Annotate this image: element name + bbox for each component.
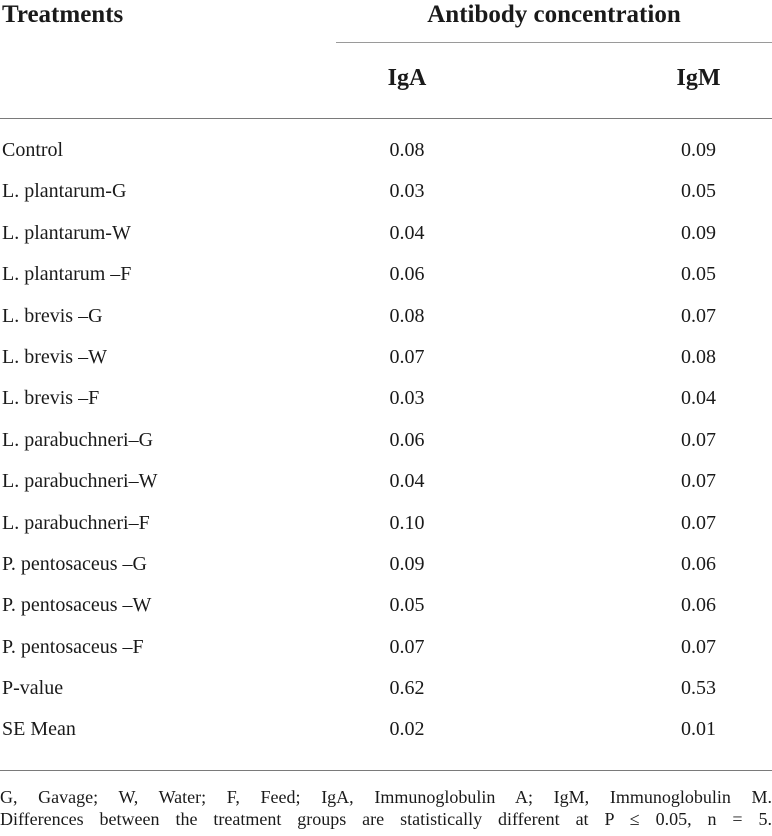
iga-value: 0.09	[389, 552, 425, 575]
igm-value: 0.01	[681, 718, 716, 741]
footnote-abbreviations: G, Gavage; W, Water; F, Feed; IgA, Immunoglobulin A; IgM, Immunoglobulin M.	[0, 787, 772, 807]
table-row	[0, 546, 772, 587]
iga-value: 0.03	[389, 180, 425, 203]
treatment-name: L. parabuchneri–F	[2, 511, 150, 534]
table-row	[0, 670, 772, 711]
iga-value: 0.07	[389, 635, 425, 658]
iga-value: 0.05	[389, 594, 425, 617]
table-body	[0, 132, 772, 753]
header-treatments: Treatments	[2, 1, 124, 28]
table-row	[0, 256, 772, 297]
iga-value: 0.06	[389, 263, 425, 286]
iga-value: 0.03	[389, 387, 425, 410]
treatment-name: P. pentosaceus –F	[2, 635, 144, 658]
iga-value: 0.02	[389, 718, 425, 741]
iga-value: 0.08	[389, 304, 425, 327]
igm-value: 0.05	[681, 180, 716, 203]
iga-value: 0.08	[389, 139, 425, 161]
table-footnote	[0, 786, 772, 830]
table-row	[0, 380, 772, 421]
igm-value: 0.04	[681, 387, 716, 410]
table-row	[0, 711, 772, 752]
header-bottom-rule	[0, 118, 772, 119]
iga-value: 0.06	[389, 428, 425, 451]
igm-value: 0.05	[681, 263, 716, 286]
header-group-rule	[336, 42, 772, 43]
table-row	[0, 505, 772, 546]
table-row	[0, 215, 772, 256]
table-row	[0, 173, 772, 214]
igm-value: 0.06	[681, 594, 716, 617]
treatment-name: L. brevis –W	[2, 345, 107, 368]
table-row	[0, 587, 772, 628]
treatment-name: Control	[2, 139, 64, 161]
treatment-name: P. pentosaceus –G	[2, 552, 147, 575]
igm-value: 0.09	[681, 221, 716, 244]
treatment-name: L. brevis –G	[2, 304, 103, 327]
header-antibody-concentration: Antibody concentration	[427, 1, 681, 28]
igm-value: 0.08	[681, 345, 716, 368]
treatment-name: SE Mean	[2, 718, 76, 741]
igm-value: 0.07	[681, 635, 716, 658]
igm-value: 0.09	[681, 139, 716, 161]
table-row	[0, 629, 772, 670]
column-header-iga: IgA	[387, 65, 427, 91]
treatment-name: L. plantarum-W	[2, 221, 131, 244]
table-row	[0, 132, 772, 173]
table-row	[0, 422, 772, 463]
igm-value: 0.07	[681, 304, 716, 327]
igm-value: 0.07	[681, 470, 716, 493]
treatment-name: P-value	[2, 677, 64, 700]
treatment-name: L. plantarum –F	[2, 263, 132, 286]
treatment-name: L. parabuchneri–W	[2, 470, 158, 493]
iga-value: 0.62	[389, 677, 425, 700]
table-row	[0, 298, 772, 339]
igm-value: 0.06	[681, 552, 716, 575]
treatment-name: L. plantarum-G	[2, 180, 127, 203]
table-row	[0, 339, 772, 380]
column-header-igm: IgM	[676, 65, 721, 91]
igm-value: 0.07	[681, 511, 716, 534]
igm-value: 0.53	[681, 677, 716, 700]
iga-value: 0.10	[389, 511, 425, 534]
treatment-name: L. parabuchneri–G	[2, 428, 154, 451]
treatment-name: P. pentosaceus –W	[2, 594, 152, 617]
table-row	[0, 463, 772, 504]
table-bottom-rule	[0, 770, 772, 771]
iga-value: 0.04	[389, 221, 425, 244]
iga-value: 0.04	[389, 470, 425, 493]
treatment-name: L. brevis –F	[2, 387, 100, 410]
iga-value: 0.07	[389, 345, 425, 368]
igm-value: 0.07	[681, 428, 716, 451]
footnote-significance: Differences between the treatment groups are statistically different at P ≤ 0.05, n = 5.	[0, 809, 772, 829]
